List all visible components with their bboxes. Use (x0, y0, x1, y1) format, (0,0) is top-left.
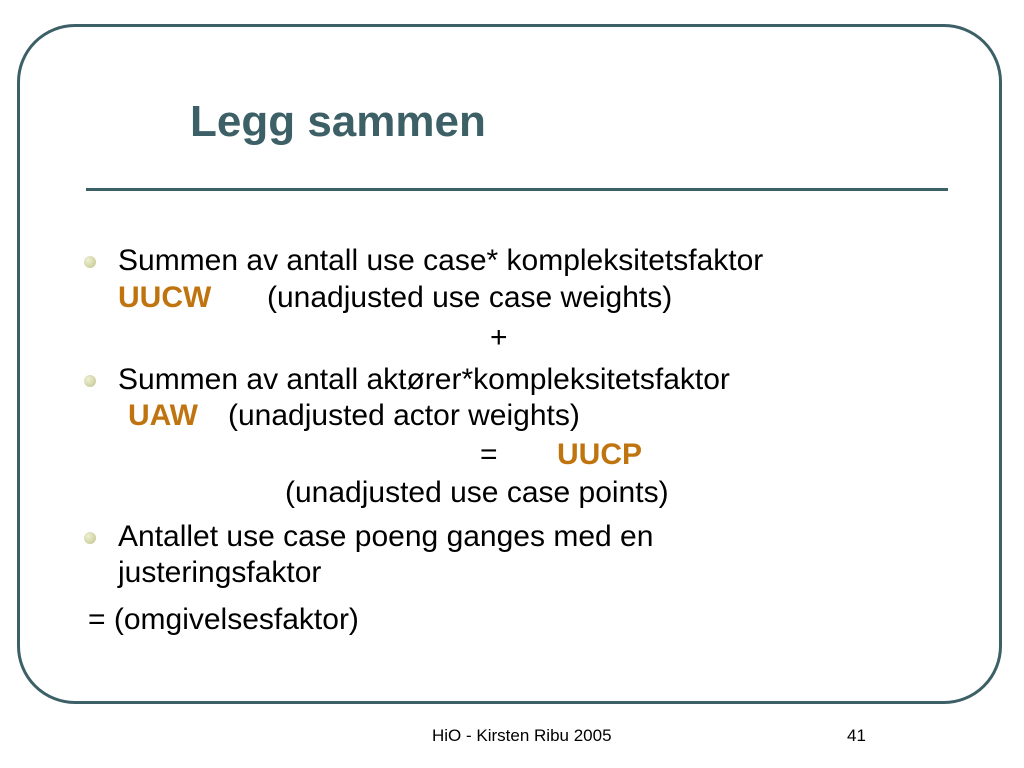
uucw-description: (unadjusted use case weights) (267, 281, 673, 314)
uucw-label: UUCW (118, 281, 212, 314)
footer-author: HiO - Kirsten Ribu 2005 (432, 726, 612, 745)
title-underline (86, 188, 948, 191)
bullet-3-text: Antallet use case poeng ganges med en (118, 520, 654, 553)
uucp-label: UUCP (557, 438, 643, 471)
uucp-term (557, 440, 642, 470)
bullet-icon (84, 256, 96, 268)
equals-operator: = (480, 438, 498, 471)
slide-title: Legg sammen (190, 97, 486, 146)
bullet-icon (84, 375, 96, 387)
uaw-term (128, 401, 198, 431)
bullet-2-text: Summen av antall aktører*kompleksitetsfaktor (118, 363, 730, 396)
bullet-icon (84, 532, 96, 544)
bullet-3-text-continued: justeringsfaktor (118, 556, 322, 589)
uaw-description: (unadjusted actor weights) (228, 399, 580, 432)
uucp-description: (unadjusted use case points) (285, 476, 669, 509)
plus-operator: + (490, 321, 508, 354)
page-number: 41 (847, 726, 866, 745)
uucw-term (118, 283, 211, 313)
uaw-label: UAW (128, 399, 198, 432)
adjustment-line: = (omgivelsesfaktor) (88, 603, 359, 636)
bullet-1-text: Summen av antall use case* kompleksitetsfaktor (118, 244, 764, 277)
